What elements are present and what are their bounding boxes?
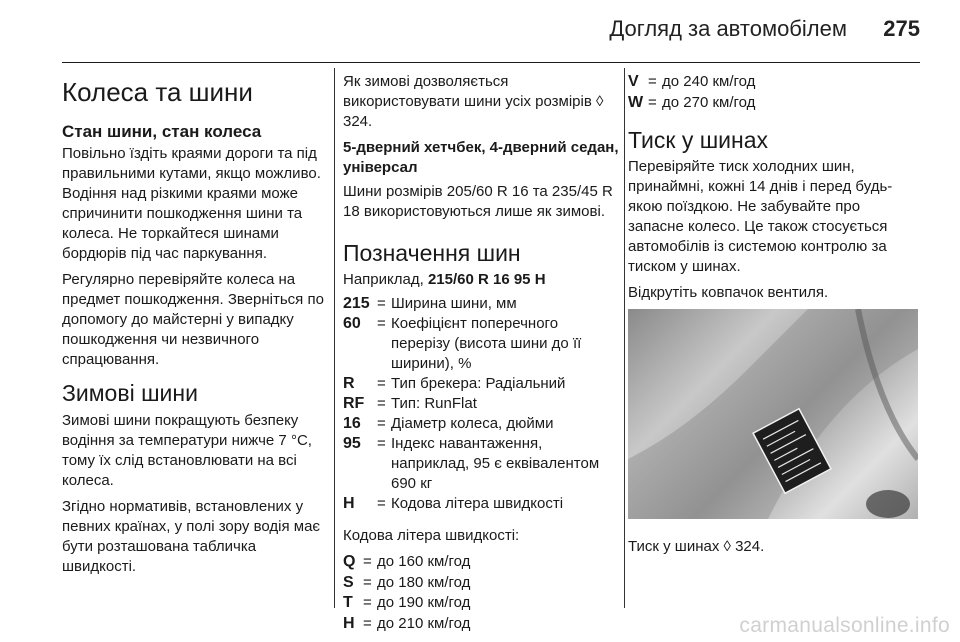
figure-caption: Тиск у шинах ◊ 324. [628,538,765,556]
winter-tyres-title: Зимові шини [62,380,198,407]
paragraph: Регулярно перевіряйте колеса на предмет пошкодження. Зверніться по допомогу до майстерні у випадку пошкодження чи незвичного спрацювання. [62,271,324,369]
description: Ширина шини, мм [391,295,517,313]
equals-sign: = [648,73,657,90]
paragraph: Згідно нормативів, встановлених у певних країнах, у полі зору водія має бути розташована табличка швидкості. [62,497,321,575]
code: 215 [343,295,370,313]
paragraph: Повільно їздіть краями дороги та під правильними кутами, якщо можливо. Водіння над різкими краями може спричинити пошкодження шини та колеса. Не торкайтеся шинами бордюрів під час паркування. [62,145,321,263]
code: RF [343,395,365,413]
page-header [0,0,960,63]
tyre-pressure-title: Тиск у шинах [628,127,769,153]
paragraph: Перевіряйте тиск холодних шин, принаймні, кожні 14 днів і перед будь-якою поїздкою. Не забувайте про запасне колесо. Це також стосується автомобілів із системою контролю за тиском у шинах. [628,158,893,276]
page-number: 275 [883,16,920,41]
bold-subheading: 5-дверний хетчбек, 4-дверний седан, універсал [343,139,619,176]
equals-sign: = [377,315,386,333]
description: до 270 км/год [662,93,756,111]
code: Q [343,553,356,571]
speed-code-row [628,93,920,114]
description: до 160 км/год [377,553,471,571]
code: 95 [343,435,361,453]
designation-list [343,294,621,514]
paragraph: Відкрутіть ковпачок вентиля. [628,284,829,302]
designation-row [343,314,621,374]
example-label: Наприклад, [343,271,424,289]
designation-row [343,434,621,494]
description: до 240 км/год [662,73,756,90]
equals-sign: = [363,614,372,632]
equals-sign: = [648,93,657,111]
description: до 190 км/год [377,594,471,612]
description: Коефіцієнт поперечного перерізу (висота шини до її ширини), % [391,315,582,373]
equals-sign: = [377,435,386,453]
code: W [628,93,644,111]
code: V [628,73,639,90]
column-right [628,72,920,563]
description: Тип: RunFlat [391,395,477,413]
designation-row [343,394,621,414]
paragraph: Зимові шини покращують безпеку водіння за температури нижче 7 °C, тому їх слід встановлювати на всі колеса. [62,411,312,489]
designation-row [343,374,621,394]
equals-sign: = [377,495,386,513]
equals-sign: = [377,395,386,413]
description: до 210 км/год [377,614,471,632]
column-divider [624,68,625,608]
equals-sign: = [377,415,386,433]
example-code: 215/60 R 16 95 H [427,271,546,289]
description: Діаметр колеса, дюйми [391,415,554,433]
paragraph: Як зимові дозволяється використовувати шини усіх розмірів ◊ 324. [343,73,604,130]
code: R [343,375,355,393]
paragraph: Шини розмірів 205/60 R 16 та 235/45 R 18 використовуються лише як зимові. [343,183,613,220]
example-line [343,270,621,290]
description: Індекс навантаження, наприклад, 95 є еквівалентом 690 кг [391,435,600,493]
code: H [343,495,355,513]
code: H [343,614,355,632]
code: S [343,573,354,591]
description: Тип брекера: Радіальний [391,375,566,393]
speed-code-row [343,593,621,614]
equals-sign: = [363,573,372,591]
code: 16 [343,415,361,433]
code: 60 [343,315,361,333]
subsection-title: Стан шини, стан колеса [62,121,262,141]
code: T [343,594,353,612]
designation-row [343,294,621,314]
speed-code-row [628,72,920,93]
speed-intro: Кодова літера швидкості: [343,527,520,545]
equals-sign: = [363,594,372,612]
speed-code-row [343,614,621,635]
description: до 180 км/год [377,573,471,591]
header-rule [62,62,920,63]
speed-code-row [343,573,621,594]
watermark: carmanualsonline.info [739,614,950,637]
header-title: Догляд за автомобілем [609,16,847,41]
equals-sign: = [363,553,372,571]
equals-sign: = [377,375,386,393]
section-title: Колеса та шини [62,77,253,107]
column-divider [334,68,335,608]
designation-row [343,494,621,514]
equals-sign: = [377,295,386,313]
speed-code-row [343,552,621,573]
designation-row [343,414,621,434]
tyre-designation-title: Позначення шин [343,240,521,266]
speed-code-list [343,552,621,634]
description: Кодова літера швидкості [391,495,564,513]
tyre-pressure-label-photo [628,309,918,519]
speed-code-list [628,72,920,113]
column-left [62,72,328,583]
column-middle [343,72,621,634]
